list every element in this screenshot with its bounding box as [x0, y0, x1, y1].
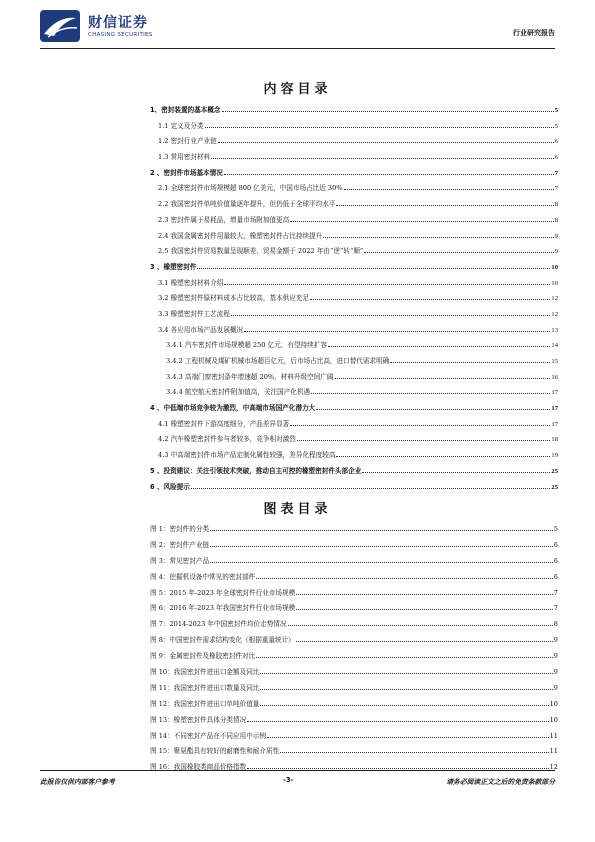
figure-entry-page-number: 8: [553, 620, 558, 629]
dot-leader: [323, 237, 553, 238]
dot-leader: [316, 409, 550, 410]
toc-entry[interactable]: [150, 449, 558, 465]
figure-entry[interactable]: [150, 523, 558, 539]
toc-entry[interactable]: [150, 481, 558, 497]
dot-leader: [328, 346, 550, 347]
toc-entry-label: 1、密封装置的基本概念: [150, 106, 221, 114]
toc-entry[interactable]: [150, 198, 558, 214]
dot-leader: [247, 721, 548, 722]
toc-entry-page-number: 17: [551, 389, 558, 397]
dot-leader: [296, 641, 553, 642]
toc-entry[interactable]: [150, 371, 558, 387]
figure-entry-page-number: 10: [549, 699, 558, 708]
figure-entry-label: 图 2：密封件产业链: [150, 540, 210, 549]
toc-entry-page-number: 6: [554, 154, 558, 162]
dot-leader: [290, 425, 550, 426]
toc-entry-page-number: 13: [551, 326, 558, 334]
toc-entry-label: 4 、中低端市场竞争较为激烈，中高端市场国产化潜力大: [150, 404, 316, 413]
toc-entry-page-number: 5: [554, 107, 558, 114]
toc-entry-label: 3.4 各应用市场产品发展概况: [158, 325, 244, 334]
toc-entry[interactable]: [150, 135, 558, 151]
footer-left-note: 此报告仅供内部客户参考: [40, 778, 115, 786]
toc-entry-label: 2.2 我国密封件单吨价值量逐年提升，但仍低于全球平均水平: [158, 200, 336, 209]
toc-entry-label: 3.4.4 航空航天密封件附加值高，关注国产化机遇: [166, 388, 311, 397]
dot-leader: [205, 127, 554, 128]
dot-leader: [362, 472, 550, 473]
dot-leader: [191, 488, 551, 489]
toc-entry[interactable]: [150, 261, 558, 277]
figure-entry-page-number: 11: [549, 747, 558, 756]
toc-entry-page-number: 25: [551, 483, 558, 491]
figure-entry[interactable]: [150, 698, 558, 714]
figure-entry[interactable]: [150, 682, 558, 698]
dot-leader: [224, 174, 554, 175]
figure-entry-label: 图 11：我国密封件进出口数量及同比: [150, 683, 260, 692]
dot-leader: [336, 205, 553, 206]
toc-entry-label: 1.1 定义及分类: [158, 121, 204, 130]
toc-entry-label: 3 、橡塑密封件: [150, 262, 197, 271]
figure-entry-label: 图 13：橡塑密封件具体分类情况: [150, 715, 247, 724]
toc-entry[interactable]: [150, 308, 558, 324]
dot-leader: [244, 331, 550, 332]
dot-leader: [288, 625, 553, 626]
figure-entry[interactable]: [150, 539, 558, 555]
toc-entry-label: 3.3 橡塑密封件工艺流程: [158, 309, 230, 318]
toc-entry-label: 2 、密封件市场基本情况: [150, 168, 223, 177]
list-of-figures: [150, 523, 558, 777]
toc-entry-page-number: 8: [554, 216, 558, 224]
header-divider: [40, 48, 555, 49]
toc-entry[interactable]: [150, 418, 558, 434]
dot-leader: [210, 562, 553, 563]
toc-entry-label: 3.4.2 工程机械及煤矿机械市场超百亿元，后市场占比高，进口替代需求明确: [166, 357, 390, 365]
dot-leader: [344, 189, 554, 190]
page-header: [0, 0, 595, 48]
dot-leader: [210, 530, 553, 531]
figure-entry-label: 图 6：2016 年-2023 年我国密封件行业市场规模: [150, 604, 296, 613]
toc-entry-page-number: 18: [551, 436, 558, 444]
figure-entry-label: 图 7：2014-2023 年中国密封件均价走势情况: [150, 620, 287, 629]
dot-leader: [260, 673, 552, 674]
toc-entry-page-number: 7: [554, 185, 558, 193]
dot-leader: [297, 440, 551, 441]
toc-entry-page-number: 14: [551, 342, 558, 350]
toc-entry-page-number: 17: [551, 405, 558, 413]
figure-entry-label: 图 1：密封件的分类: [150, 525, 210, 533]
figure-entry-page-number: 9: [553, 668, 558, 677]
logo-emblem-icon: [40, 10, 80, 42]
toc-entry-page-number: 9: [554, 248, 558, 256]
figure-entry[interactable]: [150, 666, 558, 682]
figure-entry[interactable]: [150, 745, 558, 761]
figure-entry[interactable]: [150, 555, 558, 571]
toc-entry[interactable]: [150, 120, 558, 136]
figure-entry-page-number: 9: [553, 636, 558, 645]
toc-entry-page-number: 17: [551, 420, 558, 428]
figure-entry-label: 图 4：挖掘机设备中常见的密封部件: [150, 572, 256, 581]
dot-leader: [267, 737, 549, 738]
toc-entry-page-number: 10: [551, 263, 558, 271]
toc-entry[interactable]: [150, 433, 558, 449]
toc-entry-page-number: 10: [551, 279, 558, 287]
dot-leader: [296, 594, 553, 595]
toc-entry[interactable]: [150, 402, 558, 418]
toc-entry-page-number: 16: [551, 373, 558, 381]
toc-entry[interactable]: [150, 230, 558, 246]
toc-entry-page-number: 12: [551, 310, 558, 318]
figure-entry-label: 图 12：我国密封件进出口单吨价值量: [150, 699, 260, 708]
figure-entry-page-number: 6: [553, 540, 558, 549]
page-number: -3-: [283, 776, 294, 784]
dot-leader: [260, 689, 552, 690]
figure-entry-page-number: 6: [553, 556, 558, 565]
figure-entry-page-number: 9: [553, 652, 558, 661]
toc-entry[interactable]: [150, 167, 558, 183]
figure-entry[interactable]: [150, 730, 558, 746]
figure-entry[interactable]: [150, 602, 558, 618]
toc-entry[interactable]: [150, 465, 558, 481]
figure-entry-page-number: 10: [549, 715, 558, 724]
toc-entry-label: 3.1 橡塑密封材料介绍: [158, 278, 224, 287]
contents-title: 内容目录: [263, 82, 332, 97]
logo-chinese-text: 财信证券: [88, 15, 148, 31]
figure-entry[interactable]: [150, 618, 558, 634]
table-of-contents: [150, 104, 558, 496]
figures-title: 图表目录: [263, 502, 332, 517]
toc-entry[interactable]: [150, 277, 558, 293]
toc-entry-page-number: 5: [554, 122, 558, 130]
figure-entry-page-number: 5: [553, 525, 558, 533]
figure-entry-page-number: 9: [553, 683, 558, 692]
toc-entry[interactable]: [150, 324, 558, 340]
toc-entry-page-number: 12: [551, 295, 558, 303]
figure-entry-page-number: 12: [549, 763, 558, 772]
figure-entry-page-number: 7: [553, 604, 558, 613]
footer-divider: [40, 770, 555, 771]
dot-leader: [336, 456, 550, 457]
figure-entry-label: 图 5：2015 年-2023 年全球密封件行业市场规模: [150, 588, 296, 597]
toc-entry[interactable]: [150, 245, 558, 261]
dot-leader: [280, 752, 548, 753]
figure-entry-label: 图 16：我国橡胶类商品价格指数: [150, 763, 247, 772]
figure-entry[interactable]: [150, 571, 558, 587]
toc-entry[interactable]: [150, 386, 558, 402]
dot-leader: [218, 142, 554, 143]
toc-entry[interactable]: [150, 214, 558, 230]
footer-right-note: 请务必阅读正文之后的免责条款部分: [446, 778, 555, 786]
toc-entry-label: 4.3 中高端密封件市场产品定制化属性较强，差异化程度较高: [158, 451, 336, 460]
dot-leader: [197, 268, 550, 269]
toc-entry-page-number: 7: [554, 169, 558, 177]
toc-entry-page-number: 15: [551, 358, 558, 365]
toc-entry[interactable]: [150, 151, 558, 167]
figure-entry[interactable]: [150, 587, 558, 603]
toc-entry[interactable]: [150, 339, 558, 355]
figure-entry-page-number: 11: [549, 731, 558, 740]
figure-entry-label: 图 15：聚氨酯具有较好的耐磨性和耐介质性: [150, 747, 280, 756]
dot-leader: [256, 657, 553, 658]
toc-entry[interactable]: [150, 182, 558, 198]
toc-entry-label: 5 、投资建议：关注引领技术突破，推动自主可控的橡塑密封件头部企业: [150, 466, 362, 475]
toc-entry-page-number: 8: [554, 201, 558, 209]
dot-leader: [335, 378, 551, 379]
toc-entry-label: 1.2 密封行业产业链: [158, 137, 217, 146]
toc-entry-page-number: 25: [551, 467, 558, 475]
figure-entry-label: 图 10：我国密封件进出口金额及同比: [150, 668, 260, 677]
dot-leader: [311, 393, 550, 394]
figure-entry[interactable]: [150, 650, 558, 666]
toc-entry[interactable]: [150, 355, 558, 371]
figure-entry-page-number: 6: [553, 572, 558, 581]
toc-entry-page-number: 9: [554, 232, 558, 240]
figure-entry-label: 图 3：常见密封产品: [150, 556, 210, 565]
figure-entry-page-number: 7: [553, 588, 558, 597]
figure-entry-label: 图 8：中国密封件需求结构变化（根据重量统计）: [150, 636, 295, 645]
figure-entry[interactable]: [150, 634, 558, 650]
dot-leader: [364, 252, 553, 253]
dot-leader: [231, 315, 550, 316]
toc-entry[interactable]: [150, 104, 558, 120]
report-type-label: 行业研究报告: [513, 29, 555, 37]
dot-leader: [310, 299, 550, 300]
dot-leader: [210, 546, 553, 547]
company-logo: [40, 10, 190, 42]
dot-leader: [222, 111, 554, 112]
dot-leader: [260, 705, 548, 706]
toc-entry[interactable]: [150, 292, 558, 308]
dot-leader: [390, 362, 550, 363]
toc-entry-label: 6 、风险提示: [150, 482, 190, 491]
toc-entry-label: 4.2 汽车橡塑密封件参与者较多，竞争相对激烈: [158, 435, 296, 444]
figure-entry-label: 图 9：金属密封件及橡胶密封件对比: [150, 652, 256, 661]
dot-leader: [296, 609, 553, 610]
toc-entry-page-number: 6: [554, 138, 558, 146]
dot-leader: [211, 158, 554, 159]
toc-entry-label: 3.4.3 高端门窗密封条年增速超 20%，材料升级空间广阔: [166, 372, 334, 381]
logo-english-text: CHASING SECURITIES: [88, 32, 153, 38]
dot-leader: [256, 578, 553, 579]
toc-entry-label: 1.3 常用密封材料: [158, 153, 211, 162]
toc-entry-label: 2.1 全球密封件市场规模超 800 亿美元，中国市场占比近 30%: [158, 184, 343, 193]
figure-entry-label: 图 14：不同密封产品在不同应用中示例: [150, 731, 266, 740]
dot-leader: [290, 221, 553, 222]
toc-entry-label: 3.2 橡塑密封件原材料成本占比较高，基本供应充足: [158, 294, 310, 303]
figure-entry[interactable]: [150, 714, 558, 730]
toc-entry-label: 4.1 橡塑密封件下游高度细分，产品差异显著: [158, 419, 290, 428]
toc-entry-label: 2.3 密封件属于易耗品，增量市场附加值更高: [158, 215, 290, 224]
toc-entry-label: 3.4.1 汽车密封件市场规模超 250 亿元，有望持续扩容: [166, 341, 327, 350]
toc-entry-page-number: 19: [551, 452, 558, 460]
toc-entry-label: 2.5 我国密封件贸易数量呈现顺差，贸易金额于 2022 年由“逆”转“顺”: [158, 247, 364, 256]
dot-leader: [224, 284, 550, 285]
toc-entry-label: 2.4 我国金属密封件用量较大，橡塑密封件占比持续提升: [158, 231, 323, 240]
